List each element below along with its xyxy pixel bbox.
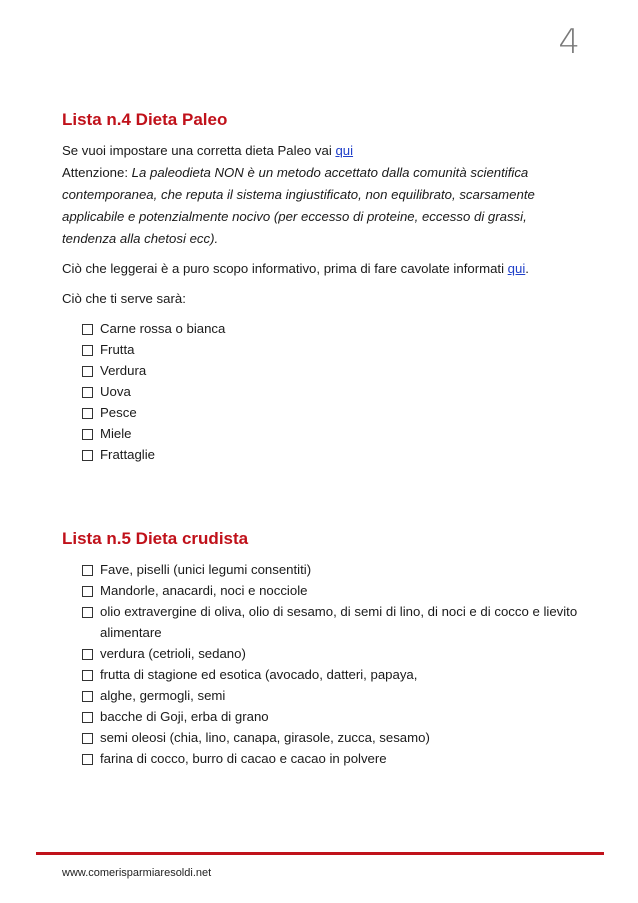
checkbox-icon [82,586,93,597]
info-end: . [525,261,529,276]
checkbox-icon [82,366,93,377]
section-dieta-crudista [62,527,582,769]
footer-url: www.comerisparmiaresoldi.net [62,867,212,879]
list-item [82,601,582,643]
warning-label: Attenzione: [62,165,132,180]
list-item [82,423,582,444]
intro-paragraph [62,140,582,162]
checkbox-icon [82,691,93,702]
section-dieta-paleo [62,108,582,465]
page-number: 4 [558,22,580,62]
list-item [82,402,582,423]
checkbox-icon [82,429,93,440]
list-item-label: Fave, piselli (unici legumi consentiti) [100,562,312,577]
checkbox-icon [82,754,93,765]
list-item-label: Miele [100,426,132,441]
checkbox-icon [82,712,93,723]
list-item-label: bacche di Goji, erba di grano [100,709,269,724]
list-item [82,318,582,339]
list-item [82,559,582,580]
list-item-label: verdura (cetrioli, sedano) [100,646,246,661]
list-item [82,685,582,706]
list-item-label: Frattaglie [100,447,155,462]
list-item-label: farina di cocco, burro di cacao e cacao in polvere [100,751,387,766]
checkbox-icon [82,733,93,744]
crudista-checklist [62,559,582,769]
checkbox-icon [82,345,93,356]
list-item [82,360,582,381]
checkbox-icon [82,607,93,618]
footer-divider [36,852,604,855]
list-item-label: Verdura [100,363,147,378]
info-paragraph [62,258,582,280]
checkbox-icon [82,408,93,419]
list-item [82,643,582,664]
checkbox-icon [82,324,93,335]
warning-text: La paleodieta NON è un metodo accettato dalla comunità scientifica contemporanea, che reputa il sistema ingiustificato, non equilibrato, scarsamente applicabile e potenzialmente nocivo (per eccesso di proteine, eccesso di grassi, tendenza alla chetosi ecc). [62,165,535,246]
list-item-label: Mandorle, anacardi, noci e nocciole [100,583,308,598]
section-title: Lista n.4 Dieta Paleo [62,110,228,129]
info-text: Ciò che leggerai è a puro scopo informativo, prima di fare cavolate informati [62,261,508,276]
list-item [82,664,582,685]
list-item-label: Uova [100,384,131,399]
list-item-label: Carne rossa o bianca [100,321,226,336]
list-item [82,727,582,748]
section-title: Lista n.5 Dieta crudista [62,529,249,548]
list-item-label: Pesce [100,405,137,420]
checkbox-icon [82,450,93,461]
list-item-label: frutta di stagione ed esotica (avocado, datteri, papaya, [100,667,418,682]
intro-text: Se vuoi impostare una corretta dieta Paleo vai [62,143,336,158]
checkbox-icon [82,565,93,576]
paleo-link[interactable]: qui [335,143,354,158]
checkbox-icon [82,387,93,398]
document-body [62,108,582,769]
checkbox-icon [82,670,93,681]
list-item [82,580,582,601]
list-item-label: alghe, germogli, semi [100,688,226,703]
list-item [82,706,582,727]
list-item [82,444,582,465]
list-item [82,339,582,360]
list-item-label: olio extravergine di oliva, olio di sesamo, di semi di lino, di noci e di cocco e lievito alimentare [100,604,578,640]
list-item-label: semi oleosi (chia, lino, canapa, girasole, zucca, sesamo) [100,730,430,745]
warning-paragraph [62,162,582,250]
info-link[interactable]: qui [507,261,526,276]
list-item-label: Frutta [100,342,135,357]
checkbox-icon [82,649,93,660]
list-item [82,748,582,769]
paleo-checklist [62,318,582,465]
need-paragraph: Ciò che ti serve sarà: [62,291,186,306]
list-item [82,381,582,402]
